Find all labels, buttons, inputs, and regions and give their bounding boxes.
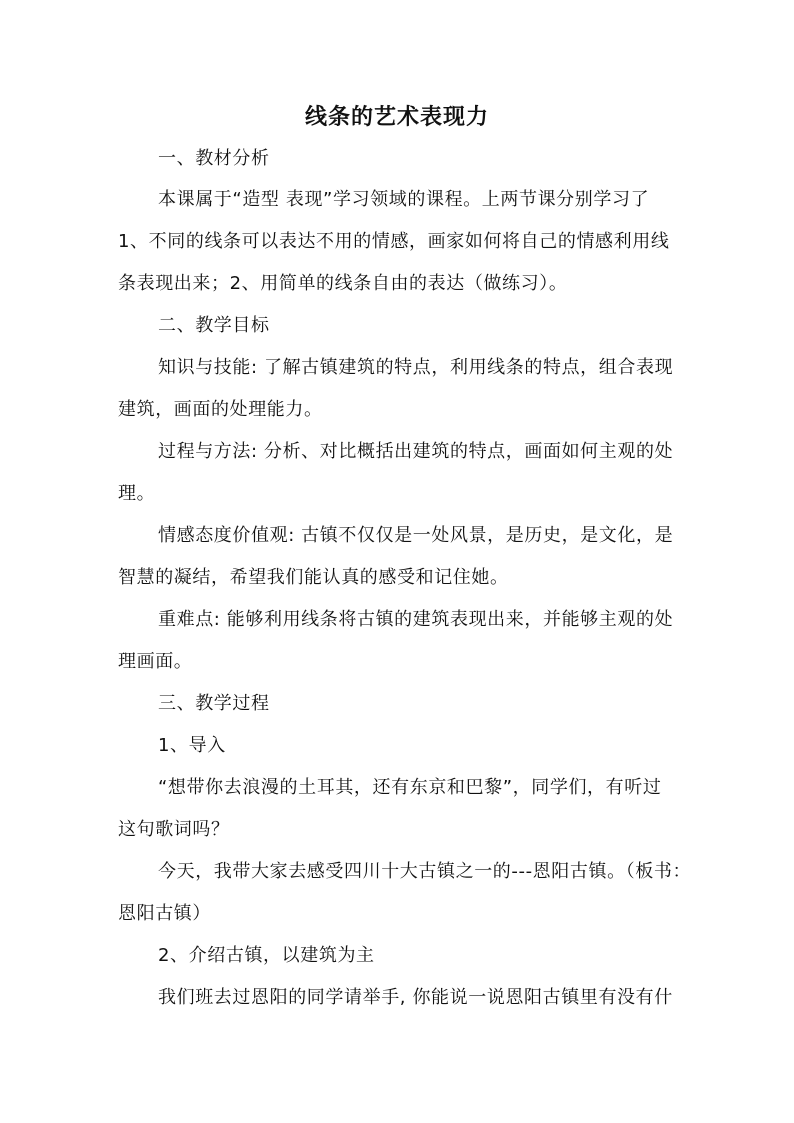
paragraph-line: 我们班去过恩阳的同学请举手, 你能说一说恩阳古镇里有没有什 <box>158 987 673 1008</box>
paragraph-line: 今天，我带大家去感受四川十大古镇之一的---恩阳古镇。（板书： <box>158 861 692 882</box>
section-heading-teaching-process: 三、教学过程 <box>158 693 270 714</box>
document-title: 线条的艺术表现力 <box>304 105 489 130</box>
section-heading-textbook-analysis: 一、教材分析 <box>158 148 270 169</box>
paragraph-line: 知识与技能: 了解古镇建筑的特点，利用线条的特点，组合表现 <box>158 357 674 378</box>
paragraph-line: 建筑，画面的处理能力。 <box>118 399 323 420</box>
paragraph-line: 恩阳古镇） <box>118 903 211 924</box>
paragraph-line: 情感态度价值观: 古镇不仅仅是一处风景，是历史，是文化，是 <box>158 525 674 546</box>
paragraph-line: 智慧的凝结，希望我们能认真的感受和记住她。 <box>118 567 509 588</box>
subsection-heading-intro: 1、导入 <box>158 735 226 756</box>
paragraph-line: 重难点: 能够利用线条将古镇的建筑表现出来，并能够主观的处 <box>158 609 674 630</box>
paragraph-line: 条表现出来；2、用简单的线条自由的表达（做练习）。 <box>118 273 568 294</box>
paragraph-line: 理画面。 <box>118 651 193 672</box>
paragraph-line: 理。 <box>118 483 156 504</box>
subsection-heading-town-intro: 2、介绍古镇，以建筑为主 <box>158 945 375 966</box>
section-heading-teaching-goals: 二、教学目标 <box>158 315 270 336</box>
paragraph-line: 过程与方法: 分析、对比概括出建筑的特点，画面如何主观的处 <box>158 441 674 462</box>
paragraph-line: 本课属于“造型 表现”学习领域的课程。上两节课分别学习了 <box>158 189 650 210</box>
paragraph-line: 这句歌词吗？ <box>118 819 230 840</box>
paragraph-line: “想带你去浪漫的土耳其，还有东京和巴黎”，同学们，有听过 <box>158 777 662 798</box>
paragraph-line: 1、不同的线条可以表达不用的情感，画家如何将自己的情感利用线 <box>118 231 670 252</box>
